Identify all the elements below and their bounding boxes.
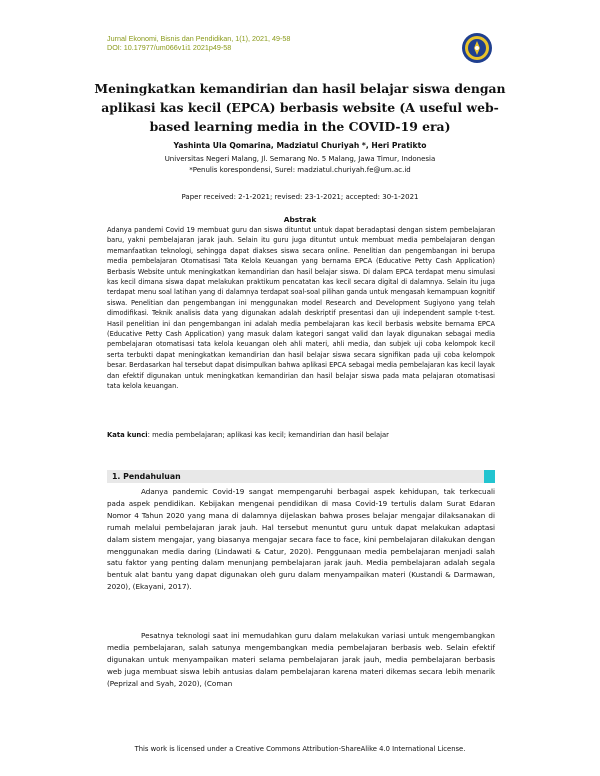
license-footer: This work is licensed under a Creative Commons Attribution-ShareAlike 4.0 International License. — [134, 745, 466, 753]
keywords-label: Kata kunci — [107, 431, 148, 439]
intro-paragraph-1: Adanya pandemic Covid-19 sangat mempengaruhi berbagai aspek kehidupan, tak terkecuali pada aspek pendidikan. Kebijakan mengenai pendidikan di masa Covid-19 tertulis dalam Surat Edaran Nomor 4 Tahun 2020 yang mana di dalamnya dijelaskan bahwa proses belajar mengajar dilaksanakan di rumah melalui pembelajaran jarak jauh. Hal tersebut menuntut guru untuk dapat melakukan adaptasi dalam sistem mengajar, yang biasanya mengajar secara face to face, kini pembelajaran dilakukan dengan menggunakan media daring (Lindawati & Catur, 2020). Penggunaan media pembelajaran menjadi salah satu faktor yang penting dalam menunjang pembelajaran jarak jauh. Media pembelajaran adalah segala bentuk alat bantu yang dapat digunakan oleh guru dalam menyampaikan materi (Kustandi & Darmawan, 2020), (Ekayani, 2017). — [107, 487, 495, 592]
university-seal-icon — [461, 32, 493, 64]
section-heading: 1. Pendahuluan — [112, 472, 181, 481]
keywords — [107, 431, 495, 439]
section-accent-marker — [484, 470, 495, 483]
correspondence: *Penulis korespondensi, Surel: madziatul.churiyah.fe@um.ac.id — [189, 166, 411, 174]
affiliation-block — [90, 154, 510, 176]
abstract-heading: Abstrak — [283, 215, 317, 224]
abstract-text: Adanya pandemi Covid 19 membuat guru dan siswa dituntut untuk dapat beradaptasi dengan sistem pembelajaran baru, yakni pembelajaran jarak jauh. Selain itu guru juga dituntut untuk membuat media pembelajaran dengan memanfaatkan teknologi, sehingga dapat diakses siswa secara online. Penelitian dan pengembangan ini berupa media pembelajaran Otomatisasi Tata Kelola Keuangan yang bernama EPCA (Educative Petty Cash Application) Berbasis Website untuk meningkatkan kemandirian dan hasil belajar siswa. Di dalam EPCA terdapat menu simulasi kas kecil dimana siswa dapat melakukan praktikum pencatatan kas kecil secara digital di dalamnya. Selain itu juga terdapat menu soal latihan yang di dalamnya terdapat soal-soal pilihan ganda untuk mengasah kemampuan kognitif siswa. Penelitian dan pengembangan ini menggunakan model Research and Development Sugiyono yang telah dimodifikasi. Teknik analisis data yang digunakan adalah deskriptif presentasi dan uji independent sample t-test. Hasil penelitian ini dan pengembangan ini adalah media pembelajaran kas kecil berbasis website bernama EPCA (Educative Petty Cash Application) yang masuk dalam kategori sangat valid dan layak digunakan sebagai media pembelajaran otomatisasi tata kelola keuangan oleh ahli materi, ahli media, dan subjek uji coba kelompok kecil serta terbukti dapat meningkatkan kemandirian dan hasil belajar siswa secara signifikan pada uji coba kelompok besar. Berdasarkan hal tersebut dapat disimpulkan bahwa aplikasi EPCA sebagai media pembelajaran kas kecil layak dan efektif digunakan untuk meningkatkan kemandirian dan hasil belajar siswa pada mata pelajaran otomatisasi tata kelola keuangan. — [107, 226, 495, 391]
affiliation: Universitas Negeri Malang, Jl. Semarang No. 5 Malang, Jawa Timur, Indonesia — [164, 155, 436, 163]
paper-dates: Paper received: 2-1-2021; revised: 23-1-2021; accepted: 30-1-2021 — [181, 193, 419, 201]
keywords-text: : media pembelajaran; aplikasi kas kecil; kemandirian dan hasil belajar — [147, 431, 389, 439]
journal-header — [107, 34, 437, 52]
doi: DOI: 10.17977/um066v1i1 2021p49-58 — [107, 43, 232, 52]
intro-paragraph-2: Pesatnya teknologi saat ini memudahkan guru dalam melakukan variasi untuk mengembangkan media pembelajaran, salah satunya mengembangkan media pembelajaran berbasis web. Selain efektif digunakan untuk menyampaikan materi selama pembelajaran jarak jauh, media pembelajaran berbasis web juga membuat siswa lebih antusias dalam pembelajaran karena materi dikemas secara lebih menarik (Peprizal and Syah, 2020), (Coman — [107, 631, 495, 688]
journal-citation: Jurnal Ekonomi, Bisnis dan Pendidikan, 1(1), 2021, 49-58 — [107, 34, 291, 43]
paper-title: Meningkatkan kemandirian dan hasil belajar siswa dengan aplikasi kas kecil (EPCA) berbasis website (A useful web-based learning media in the COVID-19 era) — [94, 81, 506, 134]
authors: Yashinta Ula Qomarina, Madziatul Churiyah *, Heri Pratikto — [173, 141, 427, 150]
